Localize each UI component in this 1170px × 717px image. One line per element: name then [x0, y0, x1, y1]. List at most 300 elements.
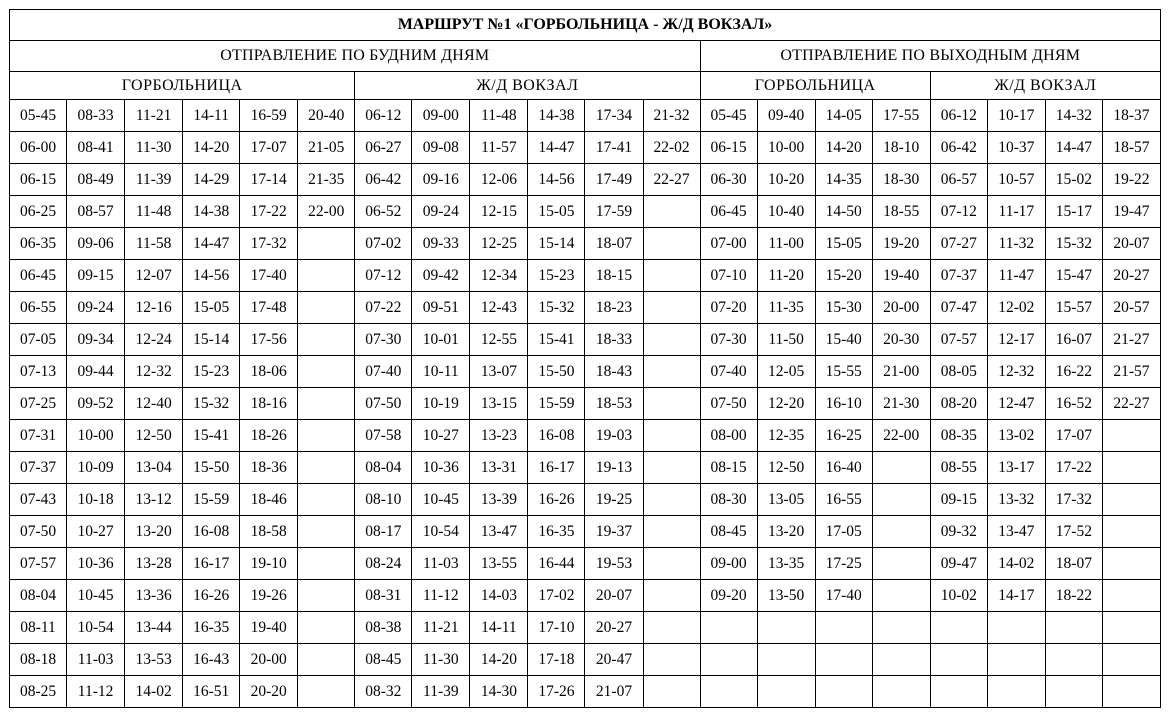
empty-cell: [1102, 452, 1160, 484]
departure-time: 07-50: [355, 388, 412, 420]
departure-time: 15-32: [183, 388, 240, 420]
departure-time: 09-24: [67, 292, 125, 324]
departure-time: 17-40: [240, 260, 298, 292]
departure-time: 08-45: [700, 516, 757, 548]
departure-time: 17-55: [872, 100, 930, 132]
departure-time: 15-55: [815, 356, 872, 388]
table-row: [10, 516, 1161, 548]
departure-time: 14-50: [815, 196, 872, 228]
empty-cell: [872, 612, 930, 644]
departure-time: 15-59: [528, 388, 585, 420]
departure-time: 16-26: [183, 580, 240, 612]
departure-time: 10-01: [412, 324, 470, 356]
departure-time: 06-30: [700, 164, 757, 196]
departure-time: 07-47: [930, 292, 987, 324]
departure-time: 08-41: [67, 132, 125, 164]
departure-time: 12-25: [470, 228, 528, 260]
departure-time: 10-17: [987, 100, 1045, 132]
departure-time: 12-40: [125, 388, 183, 420]
departure-time: 20-20: [240, 676, 298, 708]
departure-time: 08-49: [67, 164, 125, 196]
departure-time: 18-06: [240, 356, 298, 388]
empty-cell: [1102, 484, 1160, 516]
departure-time: 07-31: [10, 420, 67, 452]
departure-time: 07-30: [355, 324, 412, 356]
departure-time: 18-58: [240, 516, 298, 548]
departure-time: 07-20: [700, 292, 757, 324]
empty-cell: [872, 516, 930, 548]
departure-time: 18-33: [585, 324, 643, 356]
empty-cell: [872, 484, 930, 516]
departure-time: 15-14: [528, 228, 585, 260]
stop-header-row: [10, 72, 1161, 100]
departure-time: 18-15: [585, 260, 643, 292]
departure-time: 05-45: [700, 100, 757, 132]
departure-time: 20-07: [585, 580, 643, 612]
departure-time: 15-17: [1045, 196, 1102, 228]
departure-time: 12-32: [987, 356, 1045, 388]
departure-time: 20-00: [240, 644, 298, 676]
empty-cell: [815, 612, 872, 644]
empty-cell: [643, 452, 700, 484]
departure-time: 19-37: [585, 516, 643, 548]
departure-time: 07-37: [930, 260, 987, 292]
departure-time: 13-04: [125, 452, 183, 484]
departure-time: 06-52: [355, 196, 412, 228]
departure-time: 19-20: [872, 228, 930, 260]
departure-time: 15-23: [528, 260, 585, 292]
departure-time: 16-35: [183, 612, 240, 644]
departure-time: 06-00: [10, 132, 67, 164]
departure-time: 09-33: [412, 228, 470, 260]
departure-time: 10-27: [67, 516, 125, 548]
empty-cell: [643, 644, 700, 676]
departure-time: 08-38: [355, 612, 412, 644]
departure-time: 06-25: [10, 196, 67, 228]
departure-time: 14-11: [183, 100, 240, 132]
empty-cell: [1045, 676, 1102, 708]
departure-time: 20-30: [872, 324, 930, 356]
departure-time: 15-05: [183, 292, 240, 324]
departure-time: 07-57: [10, 548, 67, 580]
departure-time: 16-10: [815, 388, 872, 420]
departure-time: 18-07: [1045, 548, 1102, 580]
departure-time: 13-32: [987, 484, 1045, 516]
departure-time: 12-06: [470, 164, 528, 196]
table-row: [10, 100, 1161, 132]
stop-header-weekends-vokzal: Ж/Д ВОКЗАЛ: [930, 72, 1160, 100]
departure-time: 15-57: [1045, 292, 1102, 324]
empty-cell: [815, 676, 872, 708]
departure-time: 10-54: [67, 612, 125, 644]
departure-time: 06-35: [10, 228, 67, 260]
departure-time: 10-54: [412, 516, 470, 548]
departure-time: 20-27: [585, 612, 643, 644]
departure-time: 14-11: [470, 612, 528, 644]
empty-cell: [987, 644, 1045, 676]
departure-time: 14-47: [1045, 132, 1102, 164]
departure-time: 14-20: [470, 644, 528, 676]
empty-cell: [643, 580, 700, 612]
section-header-weekends: ОТПРАВЛЕНИЕ ПО ВЫХОДНЫМ ДНЯМ: [700, 41, 1160, 72]
departure-time: 09-52: [67, 388, 125, 420]
departure-time: 13-53: [125, 644, 183, 676]
departure-time: 16-08: [183, 516, 240, 548]
departure-time: 11-30: [125, 132, 183, 164]
departure-time: 18-36: [240, 452, 298, 484]
departure-time: 15-32: [528, 292, 585, 324]
departure-time: 08-18: [10, 644, 67, 676]
departure-time: 08-04: [355, 452, 412, 484]
timetable: [9, 9, 1161, 708]
empty-cell: [298, 516, 355, 548]
departure-time: 07-37: [10, 452, 67, 484]
departure-time: 11-12: [67, 676, 125, 708]
departure-time: 06-45: [700, 196, 757, 228]
departure-time: 22-00: [298, 196, 355, 228]
table-row: [10, 132, 1161, 164]
departure-time: 18-46: [240, 484, 298, 516]
empty-cell: [1102, 676, 1160, 708]
departure-time: 12-07: [125, 260, 183, 292]
departure-time: 16-40: [815, 452, 872, 484]
departure-time: 15-50: [183, 452, 240, 484]
departure-time: 19-53: [585, 548, 643, 580]
departure-time: 08-11: [10, 612, 67, 644]
empty-cell: [872, 452, 930, 484]
departure-time: 17-41: [585, 132, 643, 164]
empty-cell: [987, 612, 1045, 644]
departure-time: 12-55: [470, 324, 528, 356]
departure-time: 08-35: [930, 420, 987, 452]
departure-time: 13-23: [470, 420, 528, 452]
empty-cell: [643, 388, 700, 420]
departure-time: 10-00: [757, 132, 815, 164]
table-row: [10, 612, 1161, 644]
departure-time: 15-41: [528, 324, 585, 356]
departure-time: 12-02: [987, 292, 1045, 324]
empty-cell: [298, 420, 355, 452]
departure-time: 12-34: [470, 260, 528, 292]
departure-time: 14-56: [528, 164, 585, 196]
departure-time: 08-24: [355, 548, 412, 580]
departure-time: 20-07: [1102, 228, 1160, 260]
table-row: [10, 388, 1161, 420]
empty-cell: [1102, 420, 1160, 452]
departure-time: 07-12: [930, 196, 987, 228]
departure-time: 07-43: [10, 484, 67, 516]
empty-cell: [298, 388, 355, 420]
departure-time: 08-55: [930, 452, 987, 484]
departure-time: 09-24: [412, 196, 470, 228]
departure-time: 17-07: [240, 132, 298, 164]
departure-time: 08-33: [67, 100, 125, 132]
departure-time: 07-57: [930, 324, 987, 356]
title-row: [10, 10, 1161, 41]
empty-cell: [643, 260, 700, 292]
departure-time: 06-15: [10, 164, 67, 196]
departure-time: 13-17: [987, 452, 1045, 484]
departure-time: 07-40: [355, 356, 412, 388]
departure-time: 17-52: [1045, 516, 1102, 548]
departure-time: 14-30: [470, 676, 528, 708]
empty-cell: [872, 644, 930, 676]
departure-time: 11-20: [757, 260, 815, 292]
departure-time: 16-35: [528, 516, 585, 548]
departure-time: 14-47: [183, 228, 240, 260]
table-row: [10, 356, 1161, 388]
departure-time: 11-48: [125, 196, 183, 228]
empty-cell: [930, 644, 987, 676]
empty-cell: [872, 548, 930, 580]
departure-time: 10-36: [67, 548, 125, 580]
departure-time: 06-42: [355, 164, 412, 196]
departure-time: 06-57: [930, 164, 987, 196]
departure-time: 14-20: [815, 132, 872, 164]
departure-time: 18-57: [1102, 132, 1160, 164]
departure-time: 11-21: [125, 100, 183, 132]
departure-time: 10-45: [412, 484, 470, 516]
departure-time: 09-20: [700, 580, 757, 612]
departure-time: 13-02: [987, 420, 1045, 452]
departure-time: 16-43: [183, 644, 240, 676]
empty-cell: [298, 580, 355, 612]
departure-time: 07-10: [700, 260, 757, 292]
departure-time: 10-19: [412, 388, 470, 420]
empty-cell: [930, 676, 987, 708]
departure-time: 17-48: [240, 292, 298, 324]
departure-time: 19-10: [240, 548, 298, 580]
departure-time: 21-00: [872, 356, 930, 388]
section-header-row: [10, 41, 1161, 72]
departure-time: 19-13: [585, 452, 643, 484]
departure-time: 15-20: [815, 260, 872, 292]
departure-time: 09-42: [412, 260, 470, 292]
departure-time: 07-22: [355, 292, 412, 324]
departure-time: 17-02: [528, 580, 585, 612]
departure-time: 21-30: [872, 388, 930, 420]
table-row: [10, 292, 1161, 324]
empty-cell: [298, 612, 355, 644]
departure-time: 14-32: [1045, 100, 1102, 132]
departure-time: 22-00: [872, 420, 930, 452]
empty-cell: [643, 612, 700, 644]
departure-time: 17-56: [240, 324, 298, 356]
departure-time: 10-09: [67, 452, 125, 484]
departure-time: 13-31: [470, 452, 528, 484]
departure-time: 13-35: [757, 548, 815, 580]
departure-time: 07-30: [700, 324, 757, 356]
departure-time: 15-23: [183, 356, 240, 388]
empty-cell: [298, 260, 355, 292]
departure-time: 15-40: [815, 324, 872, 356]
departure-time: 07-27: [930, 228, 987, 260]
empty-cell: [700, 612, 757, 644]
departure-time: 18-22: [1045, 580, 1102, 612]
departure-time: 17-49: [585, 164, 643, 196]
departure-time: 09-40: [757, 100, 815, 132]
departure-time: 12-20: [757, 388, 815, 420]
departure-time: 16-52: [1045, 388, 1102, 420]
departure-time: 18-07: [585, 228, 643, 260]
departure-time: 12-16: [125, 292, 183, 324]
departure-time: 14-17: [987, 580, 1045, 612]
departure-time: 09-00: [412, 100, 470, 132]
departure-time: 12-50: [125, 420, 183, 452]
departure-time: 21-35: [298, 164, 355, 196]
table-row: [10, 644, 1161, 676]
departure-time: 10-20: [757, 164, 815, 196]
departure-time: 08-57: [67, 196, 125, 228]
departure-time: 17-26: [528, 676, 585, 708]
departure-time: 17-14: [240, 164, 298, 196]
empty-cell: [757, 644, 815, 676]
departure-time: 11-03: [67, 644, 125, 676]
departure-time: 06-12: [355, 100, 412, 132]
empty-cell: [987, 676, 1045, 708]
departure-time: 19-22: [1102, 164, 1160, 196]
departure-time: 19-40: [240, 612, 298, 644]
departure-time: 08-04: [10, 580, 67, 612]
departure-time: 17-18: [528, 644, 585, 676]
empty-cell: [643, 420, 700, 452]
departure-time: 17-22: [240, 196, 298, 228]
departure-time: 17-59: [585, 196, 643, 228]
departure-time: 17-10: [528, 612, 585, 644]
departure-time: 14-35: [815, 164, 872, 196]
departure-time: 16-25: [815, 420, 872, 452]
departure-time: 15-30: [815, 292, 872, 324]
departure-time: 09-32: [930, 516, 987, 548]
departure-time: 13-20: [757, 516, 815, 548]
departure-time: 08-20: [930, 388, 987, 420]
departure-time: 13-47: [987, 516, 1045, 548]
departure-time: 13-44: [125, 612, 183, 644]
departure-time: 13-47: [470, 516, 528, 548]
departure-time: 10-11: [412, 356, 470, 388]
departure-time: 12-35: [757, 420, 815, 452]
departure-time: 16-44: [528, 548, 585, 580]
departure-time: 10-00: [67, 420, 125, 452]
departure-time: 12-05: [757, 356, 815, 388]
empty-cell: [1102, 644, 1160, 676]
departure-time: 11-21: [412, 612, 470, 644]
empty-cell: [298, 676, 355, 708]
departure-time: 19-25: [585, 484, 643, 516]
departure-time: 07-12: [355, 260, 412, 292]
departure-time: 15-05: [528, 196, 585, 228]
departure-time: 15-41: [183, 420, 240, 452]
departure-time: 11-47: [987, 260, 1045, 292]
departure-time: 09-44: [67, 356, 125, 388]
empty-cell: [700, 644, 757, 676]
departure-time: 08-30: [700, 484, 757, 516]
empty-cell: [643, 196, 700, 228]
table-title: МАРШРУТ №1 «ГОРБОЛЬНИЦА - Ж/Д ВОКЗАЛ»: [10, 10, 1161, 41]
departure-time: 13-28: [125, 548, 183, 580]
departure-time: 16-55: [815, 484, 872, 516]
table-row: [10, 484, 1161, 516]
departure-time: 15-59: [183, 484, 240, 516]
departure-time: 10-57: [987, 164, 1045, 196]
stop-header-weekends-gorbolnitsa: ГОРБОЛЬНИЦА: [700, 72, 930, 100]
departure-time: 14-38: [183, 196, 240, 228]
departure-time: 14-29: [183, 164, 240, 196]
departure-time: 13-55: [470, 548, 528, 580]
departure-time: 09-47: [930, 548, 987, 580]
empty-cell: [1045, 644, 1102, 676]
departure-time: 09-34: [67, 324, 125, 356]
departure-time: 21-07: [585, 676, 643, 708]
empty-cell: [643, 548, 700, 580]
departure-time: 22-27: [1102, 388, 1160, 420]
empty-cell: [643, 292, 700, 324]
departure-time: 11-39: [412, 676, 470, 708]
departure-time: 19-47: [1102, 196, 1160, 228]
departure-time: 17-32: [1045, 484, 1102, 516]
empty-cell: [643, 676, 700, 708]
empty-cell: [298, 228, 355, 260]
departure-time: 14-02: [987, 548, 1045, 580]
departure-time: 18-23: [585, 292, 643, 324]
table-row: [10, 548, 1161, 580]
departure-time: 18-53: [585, 388, 643, 420]
departure-time: 18-10: [872, 132, 930, 164]
departure-time: 16-26: [528, 484, 585, 516]
departure-time: 17-25: [815, 548, 872, 580]
stop-header-weekdays-vokzal: Ж/Д ВОКЗАЛ: [355, 72, 700, 100]
departure-time: 17-22: [1045, 452, 1102, 484]
departure-time: 09-00: [700, 548, 757, 580]
departure-time: 10-02: [930, 580, 987, 612]
departure-time: 12-32: [125, 356, 183, 388]
empty-cell: [643, 324, 700, 356]
departure-time: 17-40: [815, 580, 872, 612]
departure-time: 18-37: [1102, 100, 1160, 132]
departure-time: 21-57: [1102, 356, 1160, 388]
departure-time: 13-36: [125, 580, 183, 612]
departure-time: 16-08: [528, 420, 585, 452]
departure-time: 12-50: [757, 452, 815, 484]
empty-cell: [1102, 548, 1160, 580]
departure-time: 07-58: [355, 420, 412, 452]
table-row: [10, 420, 1161, 452]
empty-cell: [757, 676, 815, 708]
departure-time: 08-10: [355, 484, 412, 516]
table-row: [10, 676, 1161, 708]
departure-time: 09-06: [67, 228, 125, 260]
departure-time: 16-51: [183, 676, 240, 708]
empty-cell: [1102, 516, 1160, 548]
departure-time: 16-17: [183, 548, 240, 580]
departure-time: 14-05: [815, 100, 872, 132]
departure-time: 07-50: [700, 388, 757, 420]
departure-time: 09-51: [412, 292, 470, 324]
empty-cell: [298, 324, 355, 356]
departure-time: 11-12: [412, 580, 470, 612]
empty-cell: [700, 676, 757, 708]
departure-time: 06-45: [10, 260, 67, 292]
empty-cell: [643, 356, 700, 388]
departure-time: 08-31: [355, 580, 412, 612]
departure-time: 18-55: [872, 196, 930, 228]
departure-time: 19-26: [240, 580, 298, 612]
table-row: [10, 164, 1161, 196]
departure-time: 14-03: [470, 580, 528, 612]
empty-cell: [872, 676, 930, 708]
departure-time: 17-05: [815, 516, 872, 548]
departure-time: 17-07: [1045, 420, 1102, 452]
